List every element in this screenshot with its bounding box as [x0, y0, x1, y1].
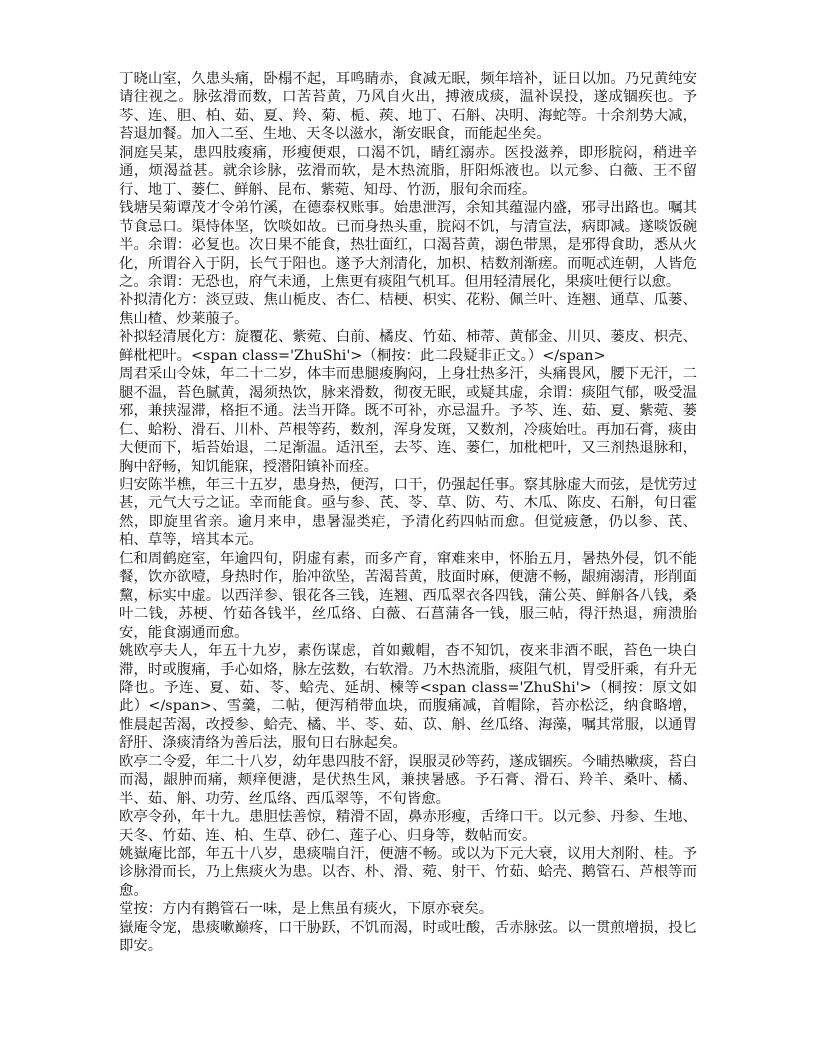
case-paragraph-outing-grandson: 欧亭令孙，年十九。患胆怯善惊，精滑不固，鼻赤形瘦，舌绛口干。以元参、丹参、生地、天冬、竹茹、连、柏、生草、砂仁、莲子心、归身等，数帖而安。	[119, 809, 697, 844]
case-paragraph-qiantang-wu: 钱塘吴菊谭茂才令弟竹溪，在德泰权账事。始患泄泻，余知其蕴湿内盛，邪寻出路也。嘱其节食忌口。渠恃体坚，饮啖如故。已而身热头重，脘闷不饥，与清宣法，病即减。遂啖饭碗半。余谓：必复也。次日果不能食，热壮面红，口渴苔黄，溺色带黑，是邪得食助，悉从火化，所谓谷入于阴，长气于阳也。遂予大剂清化，加枳、桔数剂渐瘥。而呃忒连朝，人皆危之。余谓：无恐也，府气未通，上焦更有痰阻气机耳。但用轻清展化，果痰吐便行以愈。	[119, 200, 697, 290]
case-paragraph-yao-outing-wife: 姚欧亭夫人，年五十九岁，素伤谋虑，首如戴帽，杳不知饥，夜来非酒不眠，苔色一块白滞，时或腹痛，手心如烙，脉左弦数，右软滑。乃木热流脂，痰阻气机，胃受肝乘，有升无降也。予连、夏、茹、苓、蛤壳、延胡、楝等<span class='ZhuShi'>（桐按：原文如此）</span>、雪羹，二帖，便泻稍带血块，而腹痛减，首帽除，苔亦松泛，纳食略增，惟晨起苦渴，改授参、蛤壳、橘、半、苓、茹、苡、斛、丝瓜络、海藻，嘱其常服，以通胃舒肝、涤痰清络为善后法，服旬日右脉起矣。	[119, 643, 697, 752]
case-paragraph-ding-xiaoshan: 丁晓山室，久患头痛，卧榻不起，耳鸣睛赤，食减无眠，频年培补，证日以加。乃兄黄纯安请往视之。脉弦滑而数，口苦苔黄，乃风自火出，搏液成痰，温补误投，遂成锢疾也。予芩、连、胆、柏、茹、夏、羚、菊、栀、蒺、地丁、石斛、决明、海蛇等。十余剂势大减，苔退加餐。加入二至、生地、天冬以滋水，渐安眠食，而能起坐矣。	[119, 71, 697, 143]
case-paragraph-yuean-concubine: 嶽庵令宠，患痰嗽巅疼，口干胁跃，不饥而渴，时或吐酸，舌赤脉弦。以一贯煎增损，投匕即安。	[119, 919, 697, 955]
supplement-qingqing-formula: 补拟轻清展化方：旋覆花、紫菀、白前、橘皮、竹茹、柿蒂、黄郁金、川贝、蒌皮、枳壳、鲜枇杷叶。<span class='ZhuShi'>（桐按：此二段疑非正文。）</span>	[119, 329, 697, 364]
document-page	[119, 70, 697, 956]
editor-note: 堂按：方内有鹅管石一味，是上焦虽有痰火，下原亦衰矣。	[119, 901, 494, 918]
case-paragraph-zhou-heting-wife: 仁和周鹤庭室，年逾四旬，阴虚有素，而多产育，窜难来申，怀胎五月，暑热外侵，饥不能餐，饮亦欲噎，身热时作，胎冲欲坠，苦渴苔黄，肢面时麻，便溏不畅，龈痈溺清，形削面黧，标实中虚。以西洋参、银花各三钱，连翘、西瓜翠衣各四钱，蒲公英、鲜斛各八钱，桑叶二钱，苏梗、竹茹各钱半，丝瓜络、白薇、石菖蒲各一钱，服三帖，得汗热退，痈溃胎安，能食溺通而愈。	[119, 550, 697, 641]
case-paragraph-dongting-wu: 洞庭吴某，患四肢痠痛，形瘦便艰，口渴不饥，睛红溺赤。医投滋养，即形脘闷，稍进辛通，烦渴益甚。就余诊脉，弦滑而软，是木热流脂，肝阳烁液也。以元参、白薇、王不留行、地丁、蒌仁、鲜斛、昆布、紫菀、知母、竹沥，服旬余而痊。	[119, 144, 697, 198]
case-paragraph-yao-yuean: 姚嶽庵比部，年五十八岁，患痰喘自汗，便溏不畅。或以为下元大衰，议用大剂附、桂。予诊脉滑而长，乃上焦痰火为患。以杏、朴、滑、菀、射干、竹茹、蛤壳、鹅管石、芦根等而愈。	[119, 846, 697, 899]
case-paragraph-chen-banqiao: 归安陈半樵，年三十五岁，患身热，便泻，口干，仍强起任事。察其脉虚大而弦，是忧劳过甚，元气大亏之证。幸而能食。亟与参、芪、苓、草、防、芍、木瓜、陈皮、石斛，旬日霍然，即旋里省亲。逾月来申，患暑湿类疟，予清化药四帖而愈。但觉疲惫，仍以参、芪、柏、草等，培其本元。	[119, 476, 697, 549]
supplement-qinghua-formula: 补拟清化方：淡豆豉、焦山栀皮、杏仁、桔梗、枳实、花粉、佩兰叶、连翘、通草、瓜蒌、焦山楂、炒莱菔子。	[119, 292, 697, 327]
case-paragraph-zhou-caishan-sister: 周君采山令妹，年二十二岁，体丰而患腿痠胸闷，上身壮热多汗，头痛畏风，腰下无汗，二腿不温，苔色腻黄，渴须热饮，脉来滑数，彻夜无眠，或疑其虚，余谓：痰阻气郁，吸受温邪，兼挟湿滞，格拒不通。法当开降。既不可补，亦忌温升。予芩、连、茹、夏、紫菀、蒌仁、蛤粉、滑石、川朴、芦根等药，数剂，浑身发斑，又数剂，冷痰始吐。再加石膏，痰由大便而下，垢苔始退，二足渐温。适汛至，去芩、连、蒌仁，加枇杷叶，又三剂热退脉和，胸中舒畅，知饥能寐，授潜阳镇补而痊。	[119, 366, 697, 475]
case-paragraph-outing-daughter: 欧亭二令爱，年二十八岁，幼年患四肢不舒，误服灵砂等药，遂成锢疾。今晡热嗽痰，苔白而渴，龈肿而痛，颊痒便溏，是伏热生风，兼挟暑感。予石膏、滑石、羚羊、桑叶、橘、半、茹、斛、功劳、丝瓜络、西瓜翠等，不旬皆愈。	[119, 753, 697, 807]
